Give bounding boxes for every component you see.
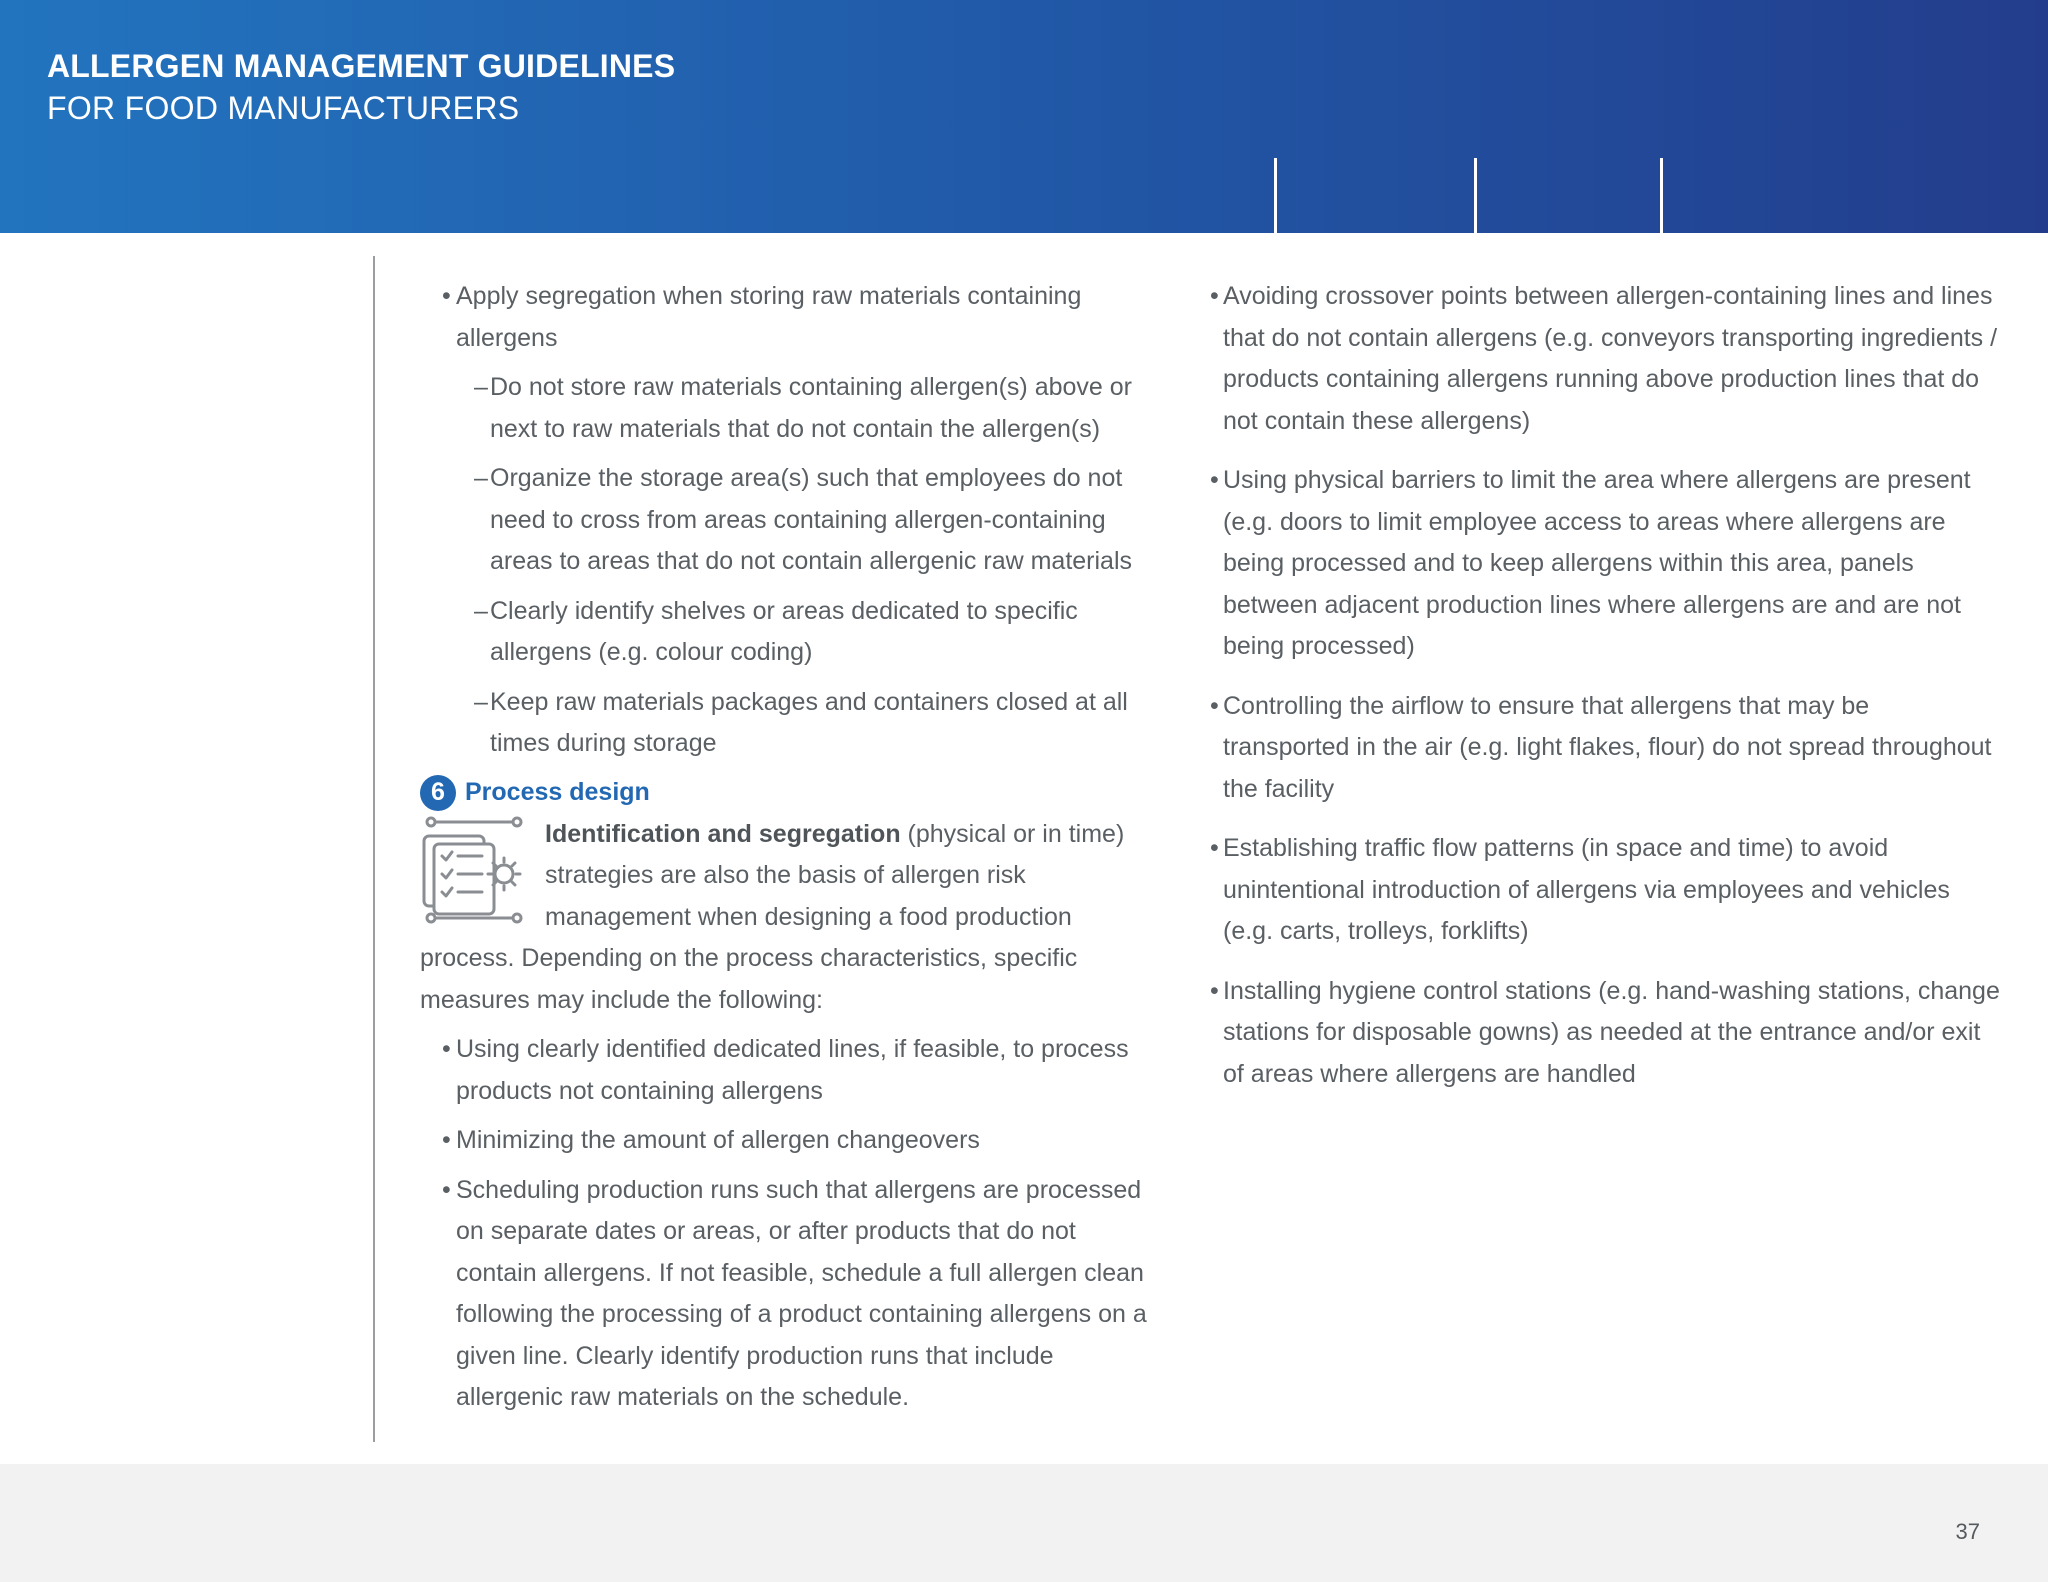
section-heading xyxy=(420,773,1160,814)
margin-rule xyxy=(373,256,375,1442)
list-item: • Using physical barriers to limit the area where allergens are present (e.g. doors to limit employee access to areas where allergens are being processed and to keep allergens within this area, panels between adjacent production lines where allergens are and are not being processed) xyxy=(1210,460,2000,668)
page-number: 37 xyxy=(1955,1519,1980,1544)
header-divider xyxy=(1660,158,1663,233)
sub-list-item: – Keep raw materials packages and containers closed at all times during storage xyxy=(420,682,1160,765)
document-title: ALLERGEN MANAGEMENT GUIDELINES xyxy=(47,48,676,84)
header-divider xyxy=(1474,158,1477,233)
intro-emphasis: Identification and segregation xyxy=(545,819,901,848)
document-subtitle: FOR FOOD MANUFACTURERS xyxy=(47,90,520,126)
list-item: • Installing hygiene control stations (e.g. hand-washing stations, change stations for disposable gowns) as needed at the entrance and/or exit of areas where allergens are handled xyxy=(1210,971,2000,1096)
left-column xyxy=(420,276,1160,1427)
list-item: • Avoiding crossover points between allergen-containing lines and lines that do not contain allergens (e.g. conveyors transporting ingredients / products containing allergens running above production lines that do not contain these allergens) xyxy=(1210,276,2000,442)
header-divider xyxy=(1274,158,1277,233)
sub-list-item: – Do not store raw materials containing allergen(s) above or next to raw materials that do not contain the allergen(s) xyxy=(420,367,1160,450)
list-item: • Using clearly identified dedicated lines, if feasible, to process products not containing allergens xyxy=(420,1029,1160,1112)
section-intro xyxy=(420,814,1160,1022)
sub-list-item: – Organize the storage area(s) such that employees do not need to cross from areas containing allergen-containing areas to areas that do not contain allergenic raw materials xyxy=(420,458,1160,583)
page-header xyxy=(0,0,2048,233)
list-item: • Establishing traffic flow patterns (in space and time) to avoid unintentional introduction of allergens via employees and vehicles (e.g. carts, trolleys, forklifts) xyxy=(1210,828,2000,953)
process-checklist-gear-icon xyxy=(420,814,530,924)
list-item: • Minimizing the amount of allergen changeovers xyxy=(420,1120,1160,1162)
right-column xyxy=(1210,276,2000,1113)
sub-list-item: – Clearly identify shelves or areas dedicated to specific allergens (e.g. colour coding) xyxy=(420,591,1160,674)
page-footer xyxy=(0,1464,2048,1582)
section-number-badge: 6 xyxy=(420,775,456,811)
intro-text: (physical or in time) strategies are also the basis of allergen risk management when designing a food production process. Depending on the process characteristics, specific measures may include the following: xyxy=(420,819,1125,1014)
list-item: • Scheduling production runs such that allergens are processed on separate dates or areas, or after products that do not contain allergens. If not feasible, schedule a full allergen clean following the processing of a product containing allergens on a given line. Clearly identify production runs that include allergenic raw materials on the schedule. xyxy=(420,1170,1160,1419)
section-title: Process design xyxy=(465,778,650,807)
list-item: • Apply segregation when storing raw materials containing allergens xyxy=(420,276,1160,359)
list-item: • Controlling the airflow to ensure that allergens that may be transported in the air (e.g. light flakes, flour) do not spread throughout the facility xyxy=(1210,686,2000,811)
